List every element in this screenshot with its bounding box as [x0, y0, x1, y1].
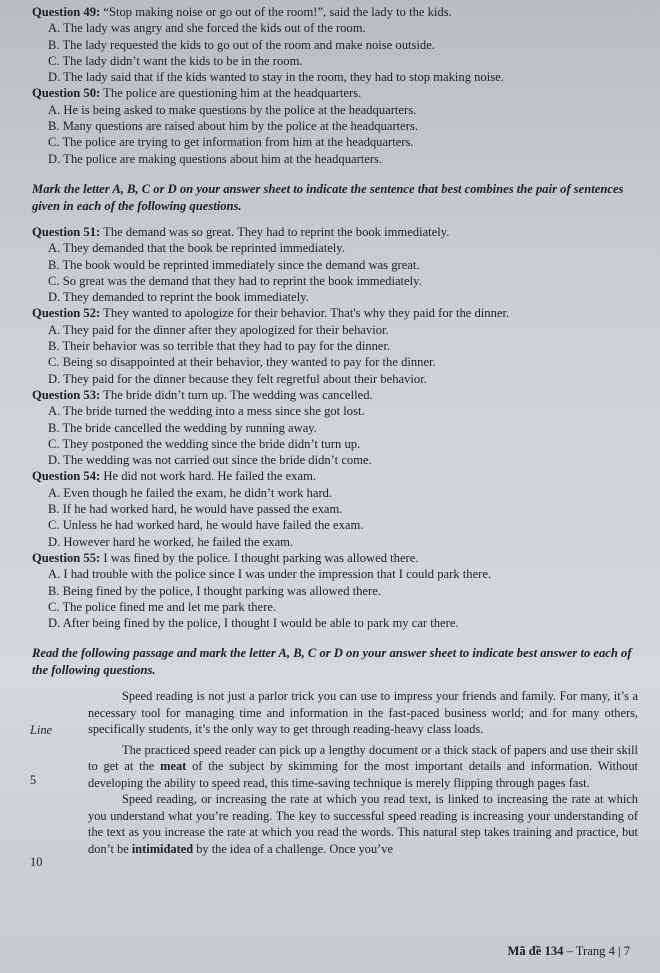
option-a: A. The lady was angry and she forced the kids out of the room. [48, 21, 366, 36]
option-a: A. The bride turned the wedding into a mess since she got lost. [48, 404, 365, 419]
page-footer [507, 944, 630, 959]
option-b: B. Being fined by the police, I thought parking was allowed there. [48, 583, 381, 598]
question-prompt: The demand was so great. They had to reprint the book immediately. [103, 224, 450, 239]
keyword-meat: meat [160, 759, 187, 774]
exam-code: Mã đề 134 [507, 944, 564, 958]
option-a: A. I had trouble with the police since I was under the impression that I could park there. [48, 567, 492, 582]
option-a: A. They paid for the dinner after they apologized for their behavior. [48, 322, 389, 337]
keyword-intimidated: intimidated [131, 841, 194, 856]
question-number: Question 51: [32, 224, 101, 239]
option-b: B. The bride cancelled the wedding by running away. [48, 420, 317, 435]
question-52 [26, 305, 638, 386]
option-b: B. If he had worked hard, he would have passed the exam. [48, 502, 343, 517]
passage-paragraph-2 [88, 742, 638, 792]
question-51 [26, 224, 638, 305]
option-c: C. So great was the demand that they had to reprint the book immediately. [48, 273, 422, 288]
option-c: C. The lady didn’t want the kids to be in the room. [48, 53, 303, 68]
question-number: Question 54: [32, 469, 101, 484]
option-b: B. The lady requested the kids to go out of the room and make noise outside. [48, 37, 435, 52]
passage-paragraph-1: Speed reading is not just a parlor trick you can use to impress your friends and family. For many, it’s a necessary tool for managing time and information in the fast-paced business world; and for many others, specifically students, it’s the only way to get through reading-heavy class loads. [88, 689, 638, 737]
question-stem [32, 85, 638, 101]
question-prompt: The bride didn’t turn up. The wedding was cancelled. [103, 387, 373, 402]
question-stem [32, 4, 638, 20]
question-prompt: I was fined by the police. I thought parking was allowed there. [103, 550, 419, 565]
question-stem [32, 468, 638, 484]
question-50 [26, 85, 638, 166]
paragraph-text: of the subject by skimming for the most important details and information. Without developing the ability to speed read, this time-saving technique is merely flipping through pages fast. [88, 759, 638, 790]
line-marker: 10 [30, 855, 43, 870]
question-49 [26, 4, 638, 85]
option-c: C. Being so disappointed at their behavior, they wanted to pay for the dinner. [48, 355, 436, 370]
option-c: C. They postponed the wedding since the bride didn’t turn up. [48, 436, 361, 451]
option-c: C. The police are trying to get information from him at the headquarters. [48, 135, 414, 150]
line-marker: Line [30, 723, 53, 738]
paragraph-text: The practiced speed reader can pick up a lengthy document or a thick stack of papers and use their skill to get at the [88, 742, 638, 774]
question-stem [32, 305, 638, 321]
question-number: Question 52: [32, 306, 101, 321]
option-d: D. The wedding was not carried out since the bride didn’t come. [48, 453, 372, 468]
line-marker: 5 [30, 773, 37, 788]
option-b: B. Their behavior was so terrible that they had to pay for the dinner. [48, 339, 391, 354]
question-55 [26, 550, 638, 631]
passage-paragraph-3 [88, 791, 638, 857]
question-stem [32, 224, 638, 240]
question-prompt: They wanted to apologize for their behavior. That's why they paid for the dinner. [103, 306, 510, 321]
option-d: D. After being fined by the police, I thought I would be able to park my car there. [48, 616, 459, 631]
option-c: C. Unless he had worked hard, he would have failed the exam. [48, 518, 364, 533]
question-number: Question 55: [32, 550, 101, 565]
option-a: A. Even though he failed the exam, he didn’t work hard. [48, 485, 333, 500]
section-instruction-reading: Read the following passage and mark the letter A, B, C or D on your answer sheet to indicate best answer to each of the following questions. [32, 646, 632, 678]
question-prompt: “Stop making noise or go out of the room!”, said the lady to the kids. [103, 5, 452, 19]
option-d: D. The police are making questions about him at the headquarters. [48, 151, 383, 166]
question-54 [26, 468, 638, 549]
question-stem [32, 550, 638, 566]
question-prompt: He did not work hard. He failed the exam. [103, 469, 317, 484]
question-53 [26, 387, 638, 468]
option-b: B. Many questions are raised about him by the police at the headquarters. [48, 119, 419, 134]
option-a: A. They demanded that the book be reprinted immediately. [48, 241, 345, 256]
option-d: D. However hard he worked, he failed the exam. [48, 534, 294, 549]
option-c: C. The police fined me and let me park there. [48, 599, 277, 614]
page-number: – Trang 4 | 7 [566, 944, 630, 958]
question-number: Question 53: [32, 387, 101, 402]
question-stem [32, 387, 638, 403]
question-number: Question 50: [32, 86, 101, 101]
option-a: A. He is being asked to make questions by the police at the headquarters. [48, 102, 417, 117]
paragraph-text: Speed reading, or increasing the rate at which you read text, is linked to increasing the rate at which you understand what you’re reading. The key to successful speed reading is increasing your understanding of the text as you increase the rate at which you read the words. This natural step takes training and practice, but don’t be [88, 792, 638, 856]
question-prompt: The police are questioning him at the headquarters. [103, 86, 362, 101]
option-d: D. They paid for the dinner because they felt regretful about their behavior. [48, 371, 427, 386]
option-b: B. The book would be reprinted immediately since the demand was great. [48, 257, 420, 272]
option-d: D. They demanded to reprint the book immediately. [48, 290, 309, 305]
question-number: Question 49: [32, 5, 101, 19]
paragraph-text: by the idea of a challenge. Once you’ve [193, 841, 393, 856]
reading-passage [26, 688, 638, 870]
option-d: D. The lady said that if the kids wanted to stay in the room, they had to stop making noise. [48, 70, 504, 85]
section-instruction-combine: Mark the letter A, B, C or D on your answer sheet to indicate the sentence that best combines the pair of sentences given in each of the following questions. [32, 181, 624, 213]
